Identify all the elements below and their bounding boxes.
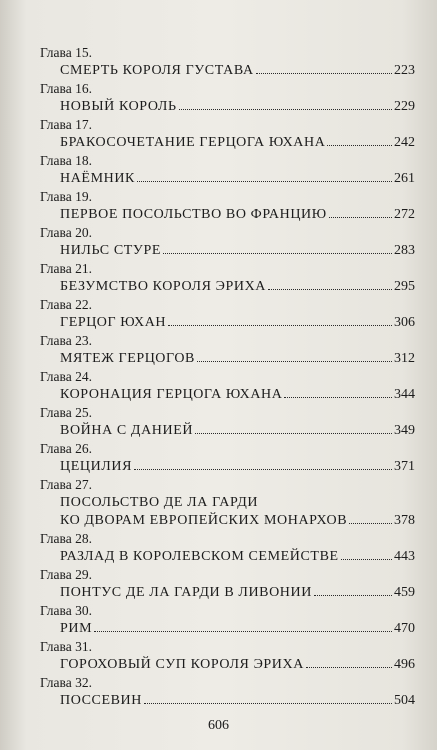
chapter-line — [60, 170, 415, 188]
chapter-line — [60, 98, 415, 116]
page-number: 371 — [394, 459, 415, 474]
chapter-line — [60, 422, 415, 440]
chapter-line — [60, 134, 415, 152]
chapter-title: ГОРОХОВЫЙ СУП КОРОЛЯ ЭРИХА — [60, 657, 304, 672]
chapter-title: МЯТЕЖ ГЕРЦОГОВ — [60, 351, 195, 366]
toc-entry — [40, 566, 415, 602]
dot-leader — [256, 73, 392, 74]
chapter-line — [60, 62, 415, 80]
chapter-title: ПЕРВОЕ ПОСОЛЬСТВО ВО ФРАНЦИЮ — [60, 207, 327, 222]
dot-leader — [195, 433, 392, 434]
chapter-label: Глава 23. — [40, 333, 92, 348]
page-number: 470 — [394, 621, 415, 636]
page-number: 378 — [394, 513, 415, 528]
chapter-title: НИЛЬС СТУРЕ — [60, 243, 161, 258]
dot-leader — [163, 253, 392, 254]
page-number: 272 — [394, 207, 415, 222]
dot-leader — [134, 469, 392, 470]
toc-entry — [40, 116, 415, 152]
page-folio-number: 606 — [208, 718, 229, 733]
chapter-label: Глава 28. — [40, 531, 92, 546]
toc-entry — [40, 260, 415, 296]
chapter-label: Глава 19. — [40, 189, 92, 204]
chapter-label: Глава 32. — [40, 675, 92, 690]
chapter-line — [60, 458, 415, 476]
page-number: 283 — [394, 243, 415, 258]
toc-entry — [40, 476, 415, 530]
page-number: 295 — [394, 279, 415, 294]
dot-leader — [137, 181, 392, 182]
page-number: 229 — [394, 99, 415, 114]
toc-entry — [40, 530, 415, 566]
chapter-title: ПОССЕВИН — [60, 693, 142, 708]
chapter-label: Глава 29. — [40, 567, 92, 582]
chapter-title: БЕЗУМСТВО КОРОЛЯ ЭРИХА — [60, 279, 266, 294]
chapter-label: Глава 16. — [40, 81, 92, 96]
toc-entry — [40, 188, 415, 224]
chapter-title: КО ДВОРАМ ЕВРОПЕЙСКИХ МОНАРХОВ — [60, 513, 348, 528]
chapter-title: БРАКОСОЧЕТАНИЕ ГЕРЦОГА ЮХАНА — [60, 135, 326, 150]
chapter-label: Глава 20. — [40, 225, 92, 240]
dot-leader — [144, 703, 392, 704]
chapter-title: СМЕРТЬ КОРОЛЯ ГУСТАВА — [60, 63, 254, 78]
chapter-label: Глава 26. — [40, 441, 92, 456]
chapter-label: Глава 27. — [40, 477, 92, 492]
dot-leader — [268, 289, 392, 290]
page-number: 459 — [394, 585, 415, 600]
toc-entry — [40, 638, 415, 674]
chapter-label: Глава 21. — [40, 261, 92, 276]
table-of-contents — [40, 44, 415, 710]
dot-leader — [329, 217, 392, 218]
chapter-line — [60, 278, 415, 296]
chapter-line — [60, 206, 415, 224]
dot-leader — [306, 667, 392, 668]
toc-entry — [40, 152, 415, 188]
chapter-title: ГЕРЦОГ ЮХАН — [60, 315, 167, 330]
chapter-title-line1: ПОСОЛЬСТВО ДЕ ЛА ГАРДИ — [60, 495, 259, 510]
chapter-label: Глава 30. — [40, 603, 92, 618]
dot-leader — [284, 397, 392, 398]
chapter-label: Глава 17. — [40, 117, 92, 132]
chapter-title: КОРОНАЦИЯ ГЕРЦОГА ЮХАНА — [60, 387, 283, 402]
chapter-line — [60, 512, 415, 530]
dot-leader — [341, 559, 392, 560]
toc-entry — [40, 332, 415, 368]
chapter-title: НОВЫЙ КОРОЛЬ — [60, 99, 177, 114]
chapter-line — [60, 620, 415, 638]
dot-leader — [168, 325, 392, 326]
page-number: 242 — [394, 135, 415, 150]
chapter-title: ПОНТУС ДЕ ЛА ГАРДИ В ЛИВОНИИ — [60, 585, 312, 600]
chapter-line — [60, 692, 415, 710]
dot-leader — [349, 523, 392, 524]
page-number: 261 — [394, 171, 415, 186]
chapter-line — [60, 386, 415, 404]
toc-entry — [40, 44, 415, 80]
toc-entry — [40, 602, 415, 638]
dot-leader — [179, 109, 392, 110]
chapter-label: Глава 18. — [40, 153, 92, 168]
page-number: 306 — [394, 315, 415, 330]
chapter-line — [60, 242, 415, 260]
dot-leader — [327, 145, 392, 146]
toc-entry — [40, 80, 415, 116]
dot-leader — [314, 595, 392, 596]
chapter-label: Глава 24. — [40, 369, 92, 384]
toc-entry — [40, 674, 415, 710]
page-number: 496 — [394, 657, 415, 672]
chapter-line — [60, 656, 415, 674]
toc-entry — [40, 440, 415, 476]
chapter-line — [60, 584, 415, 602]
page-number: 504 — [394, 693, 415, 708]
chapter-label: Глава 25. — [40, 405, 92, 420]
page-number: 344 — [394, 387, 415, 402]
chapter-line — [60, 350, 415, 368]
chapter-title: РИМ — [60, 621, 93, 636]
page-number: 223 — [394, 63, 415, 78]
dot-leader — [94, 631, 392, 632]
chapter-title: ВОЙНА С ДАНИЕЙ — [60, 423, 194, 438]
chapter-title: НАЁМНИК — [60, 171, 135, 186]
toc-entry — [40, 296, 415, 332]
page-number: 443 — [394, 549, 415, 564]
dot-leader — [197, 361, 392, 362]
toc-entry — [40, 224, 415, 260]
chapter-label: Глава 31. — [40, 639, 92, 654]
toc-entry — [40, 368, 415, 404]
page-number: 312 — [394, 351, 415, 366]
toc-entry — [40, 404, 415, 440]
chapter-line — [60, 314, 415, 332]
chapter-title: РАЗЛАД В КОРОЛЕВСКОМ СЕМЕЙСТВЕ — [60, 549, 339, 564]
chapter-line — [60, 548, 415, 566]
chapter-label: Глава 22. — [40, 297, 92, 312]
chapter-label: Глава 15. — [40, 45, 92, 60]
page-number: 349 — [394, 423, 415, 438]
chapter-title: ЦЕЦИЛИЯ — [60, 459, 133, 474]
